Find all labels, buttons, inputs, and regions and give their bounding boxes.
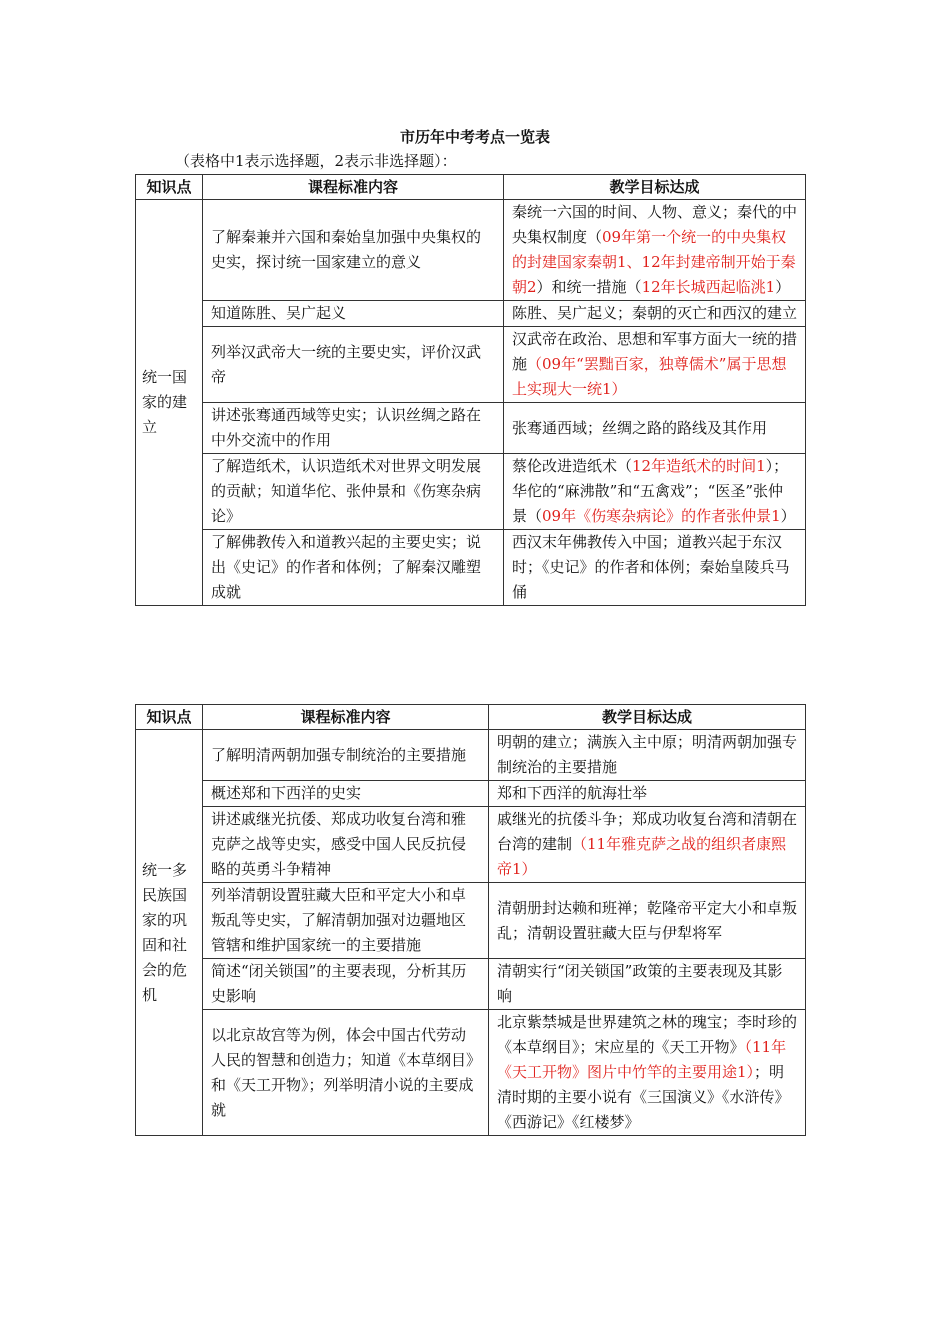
curriculum-standard-cell: 讲述张骞通西域等史实；认识丝绸之路在中外交流中的作用 xyxy=(203,403,504,454)
teaching-goal-cell xyxy=(504,454,806,530)
teaching-goal-cell xyxy=(504,200,806,301)
goal-text: 清朝册封达赖和班禅；乾隆帝平定大小和卓叛乱；清朝设置驻藏大臣与伊犁将军 xyxy=(497,898,798,942)
table-row xyxy=(136,781,806,807)
goal-text: 陈胜、吴广起义；秦朝的灭亡和西汉的建立 xyxy=(512,304,798,322)
header-knowledge-point: 知识点 xyxy=(136,175,203,200)
goal-text: 郑和下西洋的航海壮举 xyxy=(497,784,648,802)
goal-text: 西汉末年佛教传入中国；道教兴起于东汉时；《史记》的作者和体例；秦始皇陵兵马俑 xyxy=(512,533,790,601)
exam-note-text: （11年雅克萨之战的组织者康熙帝1） xyxy=(497,835,787,878)
teaching-goal-cell xyxy=(504,530,806,606)
exam-note-text: 09年《伤寒杂病论》的作者张仲景1 xyxy=(542,507,781,525)
teaching-goal-cell xyxy=(489,807,806,883)
exam-points-table-2 xyxy=(135,704,806,1136)
goal-text: 张骞通西域；丝绸之路的路线及其作用 xyxy=(512,418,768,437)
goal-text: 汉武帝在政治、思想和军事方面大一统的措施 xyxy=(512,330,798,373)
teaching-goal-cell xyxy=(504,403,806,454)
goal-text: ）和统一措施（ xyxy=(536,278,642,296)
teaching-goal-cell xyxy=(504,327,806,403)
teaching-goal-cell xyxy=(504,301,806,327)
goal-text: ）；华佗的“麻沸散”和“五禽戏”；“医圣”张仲景（ xyxy=(512,457,789,525)
curriculum-standard-cell: 了解明清两朝加强专制统治的主要措施 xyxy=(203,730,489,781)
goal-text: ） xyxy=(775,278,791,296)
table-header-row xyxy=(136,705,806,730)
teaching-goal-cell xyxy=(489,1010,806,1136)
exam-note-text: 12年造纸术的时间1 xyxy=(632,457,766,475)
goal-text: 北京紫禁城是世界建筑之林的瑰宝；李时珍的《本草纲目》；宋应星的《天工开物》 xyxy=(497,1013,798,1056)
curriculum-standard-cell: 了解秦兼并六国和秦始皇加强中央集权的史实，探讨统一国家建立的意义 xyxy=(203,200,504,301)
table-row xyxy=(136,730,806,781)
table-row xyxy=(136,200,806,301)
table-body xyxy=(136,200,806,606)
knowledge-point-cell: 统一多民族国家的巩固和社会的危机 xyxy=(136,730,203,1136)
curriculum-standard-cell: 概述郑和下西洋的史实 xyxy=(203,781,489,807)
goal-text: ） xyxy=(780,507,796,525)
exam-points-table-1 xyxy=(135,174,806,606)
curriculum-standard-cell: 讲述戚继光抗倭、郑成功收复台湾和雅克萨之战等史实，感受中国人民反抗侵略的英勇斗争精神 xyxy=(203,807,489,883)
table-body xyxy=(136,730,806,1136)
table-row xyxy=(136,807,806,883)
goal-text: ；明清时期的主要小说有《三国演义》《水浒传》《西游记》《红楼梦》 xyxy=(497,1063,790,1131)
table-row xyxy=(136,530,806,606)
exam-note-text: 12年长城西起临洮1 xyxy=(641,278,776,296)
curriculum-standard-cell: 列举汉武帝大一统的主要史实，评价汉武帝 xyxy=(203,327,504,403)
header-teaching-goal: 教学目标达成 xyxy=(489,705,806,730)
header-curriculum-standard: 课程标准内容 xyxy=(203,175,504,200)
table-row xyxy=(136,883,806,959)
table-header-row xyxy=(136,175,806,200)
curriculum-standard-cell: 知道陈胜、吴广起义 xyxy=(203,301,504,327)
curriculum-standard-cell: 以北京故宫等为例，体会中国古代劳动人民的智慧和创造力；知道《本草纲目》和《天工开物》；列举明清小说的主要成就 xyxy=(203,1010,489,1136)
table-note: （表格中1表示选择题，2表示非选择题）： xyxy=(175,152,457,170)
goal-text: 戚继光的抗倭斗争；郑成功收复台湾和清朝在台湾的建制 xyxy=(497,810,798,853)
curriculum-standard-cell: 了解造纸术，认识造纸术对世界文明发展的贡献；知道华佗、张仲景和《伤寒杂病论》 xyxy=(203,454,504,530)
table-row xyxy=(136,454,806,530)
goal-text: 蔡伦改进造纸术（ xyxy=(512,457,633,475)
exam-note-text: （09年“罢黜百家，独尊儒术”属于思想上实现大一统1） xyxy=(512,355,787,398)
page-title: 市历年中考考点一览表 xyxy=(399,128,550,146)
header-knowledge-point: 知识点 xyxy=(136,705,203,730)
teaching-goal-cell xyxy=(489,730,806,781)
curriculum-standard-cell: 简述“闭关锁国”的主要表现，分析其历史影响 xyxy=(203,959,489,1010)
teaching-goal-cell xyxy=(489,883,806,959)
knowledge-point-cell: 统一国家的建立 xyxy=(136,200,203,606)
teaching-goal-cell xyxy=(489,959,806,1010)
table-row xyxy=(136,1010,806,1136)
table-row xyxy=(136,403,806,454)
exam-note-text: （11年《天工开物》图片中竹竿的主要用途1） xyxy=(497,1038,787,1081)
header-curriculum-standard: 课程标准内容 xyxy=(203,705,489,730)
goal-text: 清朝实行“闭关锁国”政策的主要表现及其影响 xyxy=(497,962,783,1005)
teaching-goal-cell xyxy=(489,781,806,807)
curriculum-standard-cell: 列举清朝设置驻藏大臣和平定大小和卓叛乱等史实，了解清朝加强对边疆地区管辖和维护国家统一的主要措施 xyxy=(203,883,489,959)
curriculum-standard-cell: 了解佛教传入和道教兴起的主要史实；说出《史记》的作者和体例；了解秦汉雕塑成就 xyxy=(203,530,504,606)
header-teaching-goal: 教学目标达成 xyxy=(504,175,806,200)
exam-note-text: 09年第一个统一的中央集权的封建国家秦朝1、12年封建帝制开始于秦朝2 xyxy=(512,228,796,296)
goal-text: 明朝的建立；满族入主中原；明清两朝加强专制统治的主要措施 xyxy=(497,733,798,776)
table-row xyxy=(136,301,806,327)
goal-text: 秦统一六国的时间、人物、意义；秦代的中央集权制度（ xyxy=(512,203,798,246)
table-row xyxy=(136,959,806,1010)
table-row xyxy=(136,327,806,403)
